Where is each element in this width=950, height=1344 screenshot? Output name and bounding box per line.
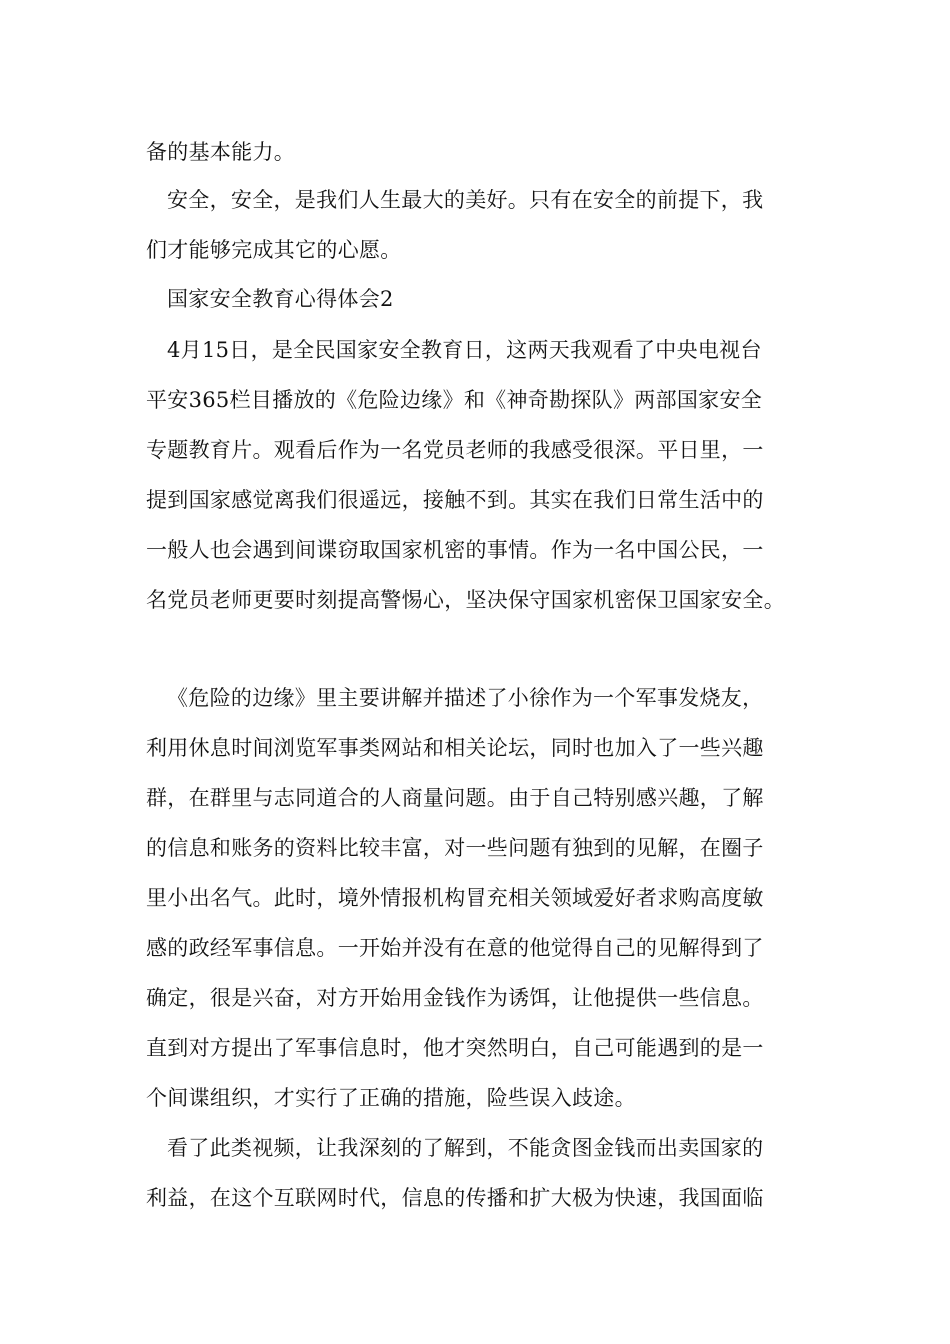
- text-line: 们才能够完成其它的心愿。: [146, 238, 402, 262]
- text-line: 名党员老师更要时刻提高警惕心，坚决保守国家机密保卫国家安全。: [146, 588, 785, 612]
- text-line: 利用休息时间浏览军事类网站和相关论坛，同时也加入了一些兴趣: [146, 736, 764, 760]
- section-heading: 国家安全教育心得体会2: [167, 287, 394, 311]
- text-line: 的信息和账务的资料比较丰富，对一些问题有独到的见解，在圈子: [146, 836, 764, 860]
- text-line: 一般人也会遇到间谍窃取国家机密的事情。作为一名中国公民，一: [146, 538, 764, 562]
- text-line: 4月15日，是全民国家安全教育日，这两天我观看了中央电视台: [167, 338, 762, 362]
- text-line: 确定，很是兴奋，对方开始用金钱作为诱饵，让他提供一些信息。: [146, 986, 764, 1010]
- text-line: 提到国家感觉离我们很遥远，接触不到。其实在我们日常生活中的: [146, 488, 764, 512]
- text-line: 备的基本能力。: [146, 140, 296, 164]
- text-line: 直到对方提出了军事信息时，他才突然明白，自己可能遇到的是一: [146, 1036, 764, 1060]
- text-line: 里小出名气。此时，境外情报机构冒充相关领域爱好者求购高度敏: [146, 886, 764, 910]
- text-line: 《危险的边缘》里主要讲解并描述了小徐作为一个军事发烧友，: [167, 686, 764, 710]
- text-line: 安全，安全，是我们人生最大的美好。只有在安全的前提下，我: [167, 188, 764, 212]
- text-line: 看了此类视频，让我深刻的了解到，不能贪图金钱而出卖国家的: [167, 1136, 764, 1160]
- text-line: 利益，在这个互联网时代，信息的传播和扩大极为快速，我国面临: [146, 1186, 764, 1210]
- text-line: 个间谍组织，才实行了正确的措施，险些误入歧途。: [146, 1086, 636, 1110]
- text-line: 专题教育片。观看后作为一名党员老师的我感受很深。平日里，一: [146, 438, 764, 462]
- text-line: 感的政经军事信息。一开始并没有在意的他觉得自己的见解得到了: [146, 936, 764, 960]
- text-line: 平安365栏目播放的《危险边缘》和《神奇勘探队》两部国家安全: [146, 388, 763, 412]
- text-line: 群，在群里与志同道合的人商量问题。由于自己特别感兴趣，了解: [146, 786, 764, 810]
